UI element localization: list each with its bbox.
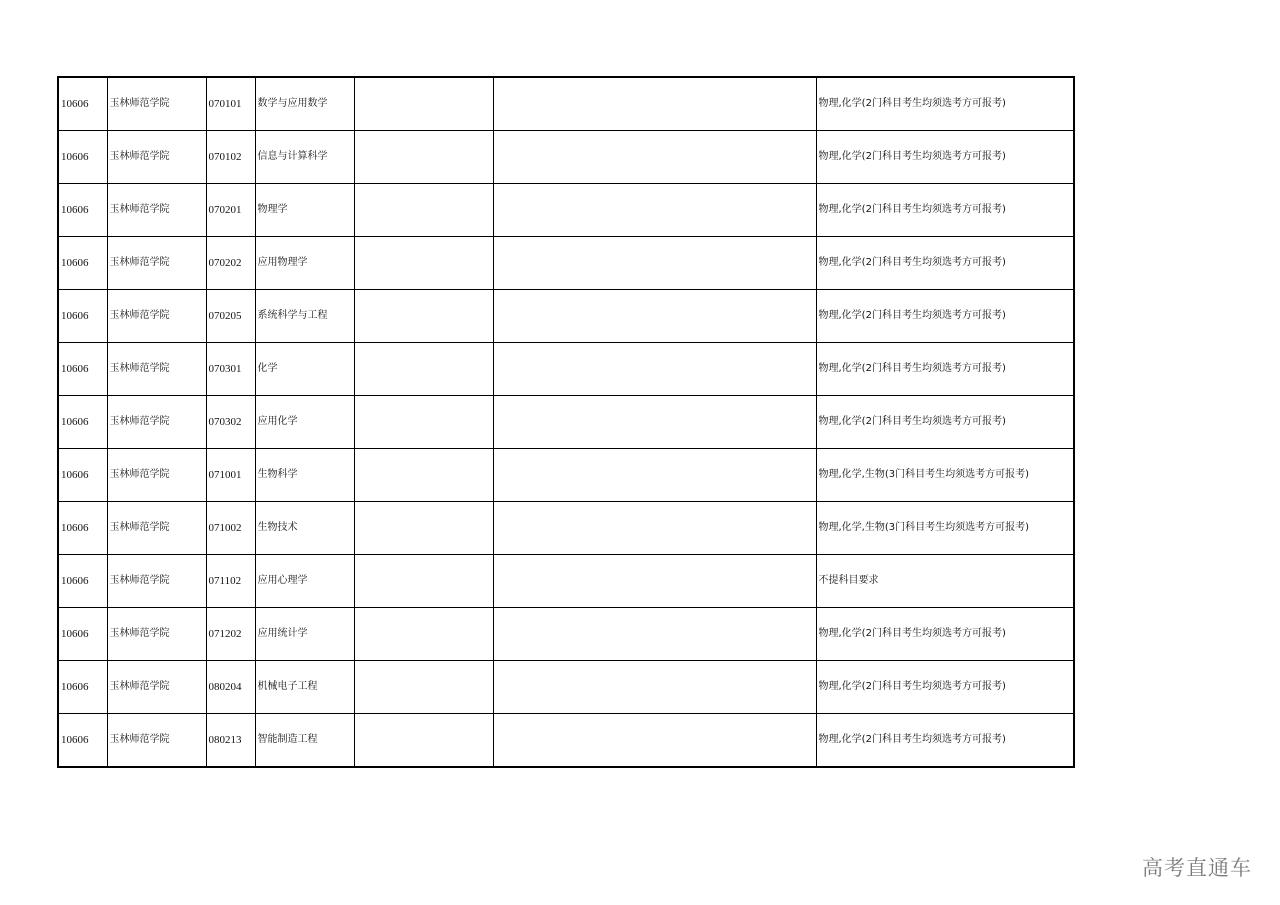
table-row	[58, 237, 1074, 290]
cell-institution-code: 10606	[58, 396, 107, 449]
cell-major-name: 应用物理学	[255, 237, 354, 290]
cell-institution-name: 玉林师范学院	[107, 661, 206, 714]
cell-major-code: 071002	[206, 502, 255, 555]
cell-institution-name: 玉林师范学院	[107, 184, 206, 237]
cell-subject-requirement: 物理,化学(2门科目考生均须选考方可报考)	[816, 714, 1074, 768]
cell-major-code: 071001	[206, 449, 255, 502]
cell-subject-requirement: 物理,化学(2门科目考生均须选考方可报考)	[816, 608, 1074, 661]
cell-institution-code: 10606	[58, 290, 107, 343]
table-row	[58, 608, 1074, 661]
cell-empty	[354, 608, 493, 661]
cell-institution-code: 10606	[58, 502, 107, 555]
cell-major-code: 070302	[206, 396, 255, 449]
cell-institution-code: 10606	[58, 237, 107, 290]
cell-major-name: 化学	[255, 343, 354, 396]
table-row	[58, 77, 1074, 131]
cell-empty	[354, 237, 493, 290]
cell-empty	[493, 343, 816, 396]
cell-major-name: 应用心理学	[255, 555, 354, 608]
table-row	[58, 661, 1074, 714]
cell-institution-name: 玉林师范学院	[107, 396, 206, 449]
table-row	[58, 449, 1074, 502]
cell-institution-code: 10606	[58, 714, 107, 768]
cell-major-code: 070102	[206, 131, 255, 184]
cell-major-code: 071102	[206, 555, 255, 608]
cell-institution-code: 10606	[58, 449, 107, 502]
cell-empty	[354, 396, 493, 449]
cell-major-name: 应用统计学	[255, 608, 354, 661]
cell-institution-name: 玉林师范学院	[107, 608, 206, 661]
table-row	[58, 343, 1074, 396]
cell-empty	[493, 290, 816, 343]
cell-institution-name: 玉林师范学院	[107, 237, 206, 290]
cell-major-name: 生物技术	[255, 502, 354, 555]
cell-empty	[493, 661, 816, 714]
cell-empty	[493, 237, 816, 290]
cell-major-name: 系统科学与工程	[255, 290, 354, 343]
cell-empty	[493, 608, 816, 661]
table-row	[58, 502, 1074, 555]
cell-empty	[493, 131, 816, 184]
cell-major-name: 生物科学	[255, 449, 354, 502]
cell-major-name: 物理学	[255, 184, 354, 237]
cell-empty	[493, 555, 816, 608]
cell-institution-name: 玉林师范学院	[107, 502, 206, 555]
cell-subject-requirement: 物理,化学(2门科目考生均须选考方可报考)	[816, 77, 1074, 131]
cell-subject-requirement: 物理,化学(2门科目考生均须选考方可报考)	[816, 396, 1074, 449]
cell-empty	[354, 77, 493, 131]
cell-major-code: 070201	[206, 184, 255, 237]
cell-institution-code: 10606	[58, 77, 107, 131]
cell-institution-code: 10606	[58, 555, 107, 608]
cell-major-code: 071202	[206, 608, 255, 661]
cell-institution-code: 10606	[58, 661, 107, 714]
cell-subject-requirement: 物理,化学(2门科目考生均须选考方可报考)	[816, 131, 1074, 184]
cell-institution-code: 10606	[58, 608, 107, 661]
cell-major-code: 080213	[206, 714, 255, 768]
cell-empty	[354, 502, 493, 555]
cell-institution-name: 玉林师范学院	[107, 714, 206, 768]
cell-institution-name: 玉林师范学院	[107, 77, 206, 131]
cell-empty	[493, 714, 816, 768]
cell-subject-requirement: 物理,化学,生物(3门科目考生均须选考方可报考)	[816, 502, 1074, 555]
cell-empty	[354, 290, 493, 343]
table-body	[58, 77, 1074, 767]
cell-subject-requirement: 物理,化学(2门科目考生均须选考方可报考)	[816, 661, 1074, 714]
cell-major-name: 机械电子工程	[255, 661, 354, 714]
cell-empty	[493, 396, 816, 449]
cell-empty	[493, 77, 816, 131]
table-row	[58, 131, 1074, 184]
cell-major-code: 070301	[206, 343, 255, 396]
cell-empty	[354, 131, 493, 184]
cell-subject-requirement: 物理,化学(2门科目考生均须选考方可报考)	[816, 237, 1074, 290]
table-row	[58, 290, 1074, 343]
cell-major-name: 智能制造工程	[255, 714, 354, 768]
cell-institution-name: 玉林师范学院	[107, 131, 206, 184]
cell-subject-requirement: 物理,化学(2门科目考生均须选考方可报考)	[816, 343, 1074, 396]
cell-empty	[493, 449, 816, 502]
cell-empty	[354, 661, 493, 714]
cell-major-name: 信息与计算科学	[255, 131, 354, 184]
cell-major-code: 080204	[206, 661, 255, 714]
cell-institution-code: 10606	[58, 184, 107, 237]
table-row	[58, 184, 1074, 237]
cell-institution-code: 10606	[58, 343, 107, 396]
watermark-text: 高考直通车	[1142, 856, 1252, 880]
cell-major-code: 070202	[206, 237, 255, 290]
cell-institution-name: 玉林师范学院	[107, 449, 206, 502]
cell-empty	[354, 714, 493, 768]
cell-empty	[354, 343, 493, 396]
cell-major-code: 070205	[206, 290, 255, 343]
cell-institution-name: 玉林师范学院	[107, 343, 206, 396]
cell-empty	[354, 449, 493, 502]
cell-subject-requirement: 物理,化学(2门科目考生均须选考方可报考)	[816, 184, 1074, 237]
cell-empty	[354, 555, 493, 608]
cell-major-code: 070101	[206, 77, 255, 131]
cell-institution-name: 玉林师范学院	[107, 555, 206, 608]
cell-institution-code: 10606	[58, 131, 107, 184]
table-row	[58, 396, 1074, 449]
cell-empty	[354, 184, 493, 237]
cell-empty	[493, 502, 816, 555]
cell-subject-requirement: 不提科目要求	[816, 555, 1074, 608]
table-row	[58, 714, 1074, 768]
cell-subject-requirement: 物理,化学(2门科目考生均须选考方可报考)	[816, 290, 1074, 343]
cell-empty	[493, 184, 816, 237]
table-row	[58, 555, 1074, 608]
cell-subject-requirement: 物理,化学,生物(3门科目考生均须选考方可报考)	[816, 449, 1074, 502]
cell-major-name: 应用化学	[255, 396, 354, 449]
cell-major-name: 数学与应用数学	[255, 77, 354, 131]
cell-institution-name: 玉林师范学院	[107, 290, 206, 343]
major-requirements-table	[57, 76, 1075, 768]
